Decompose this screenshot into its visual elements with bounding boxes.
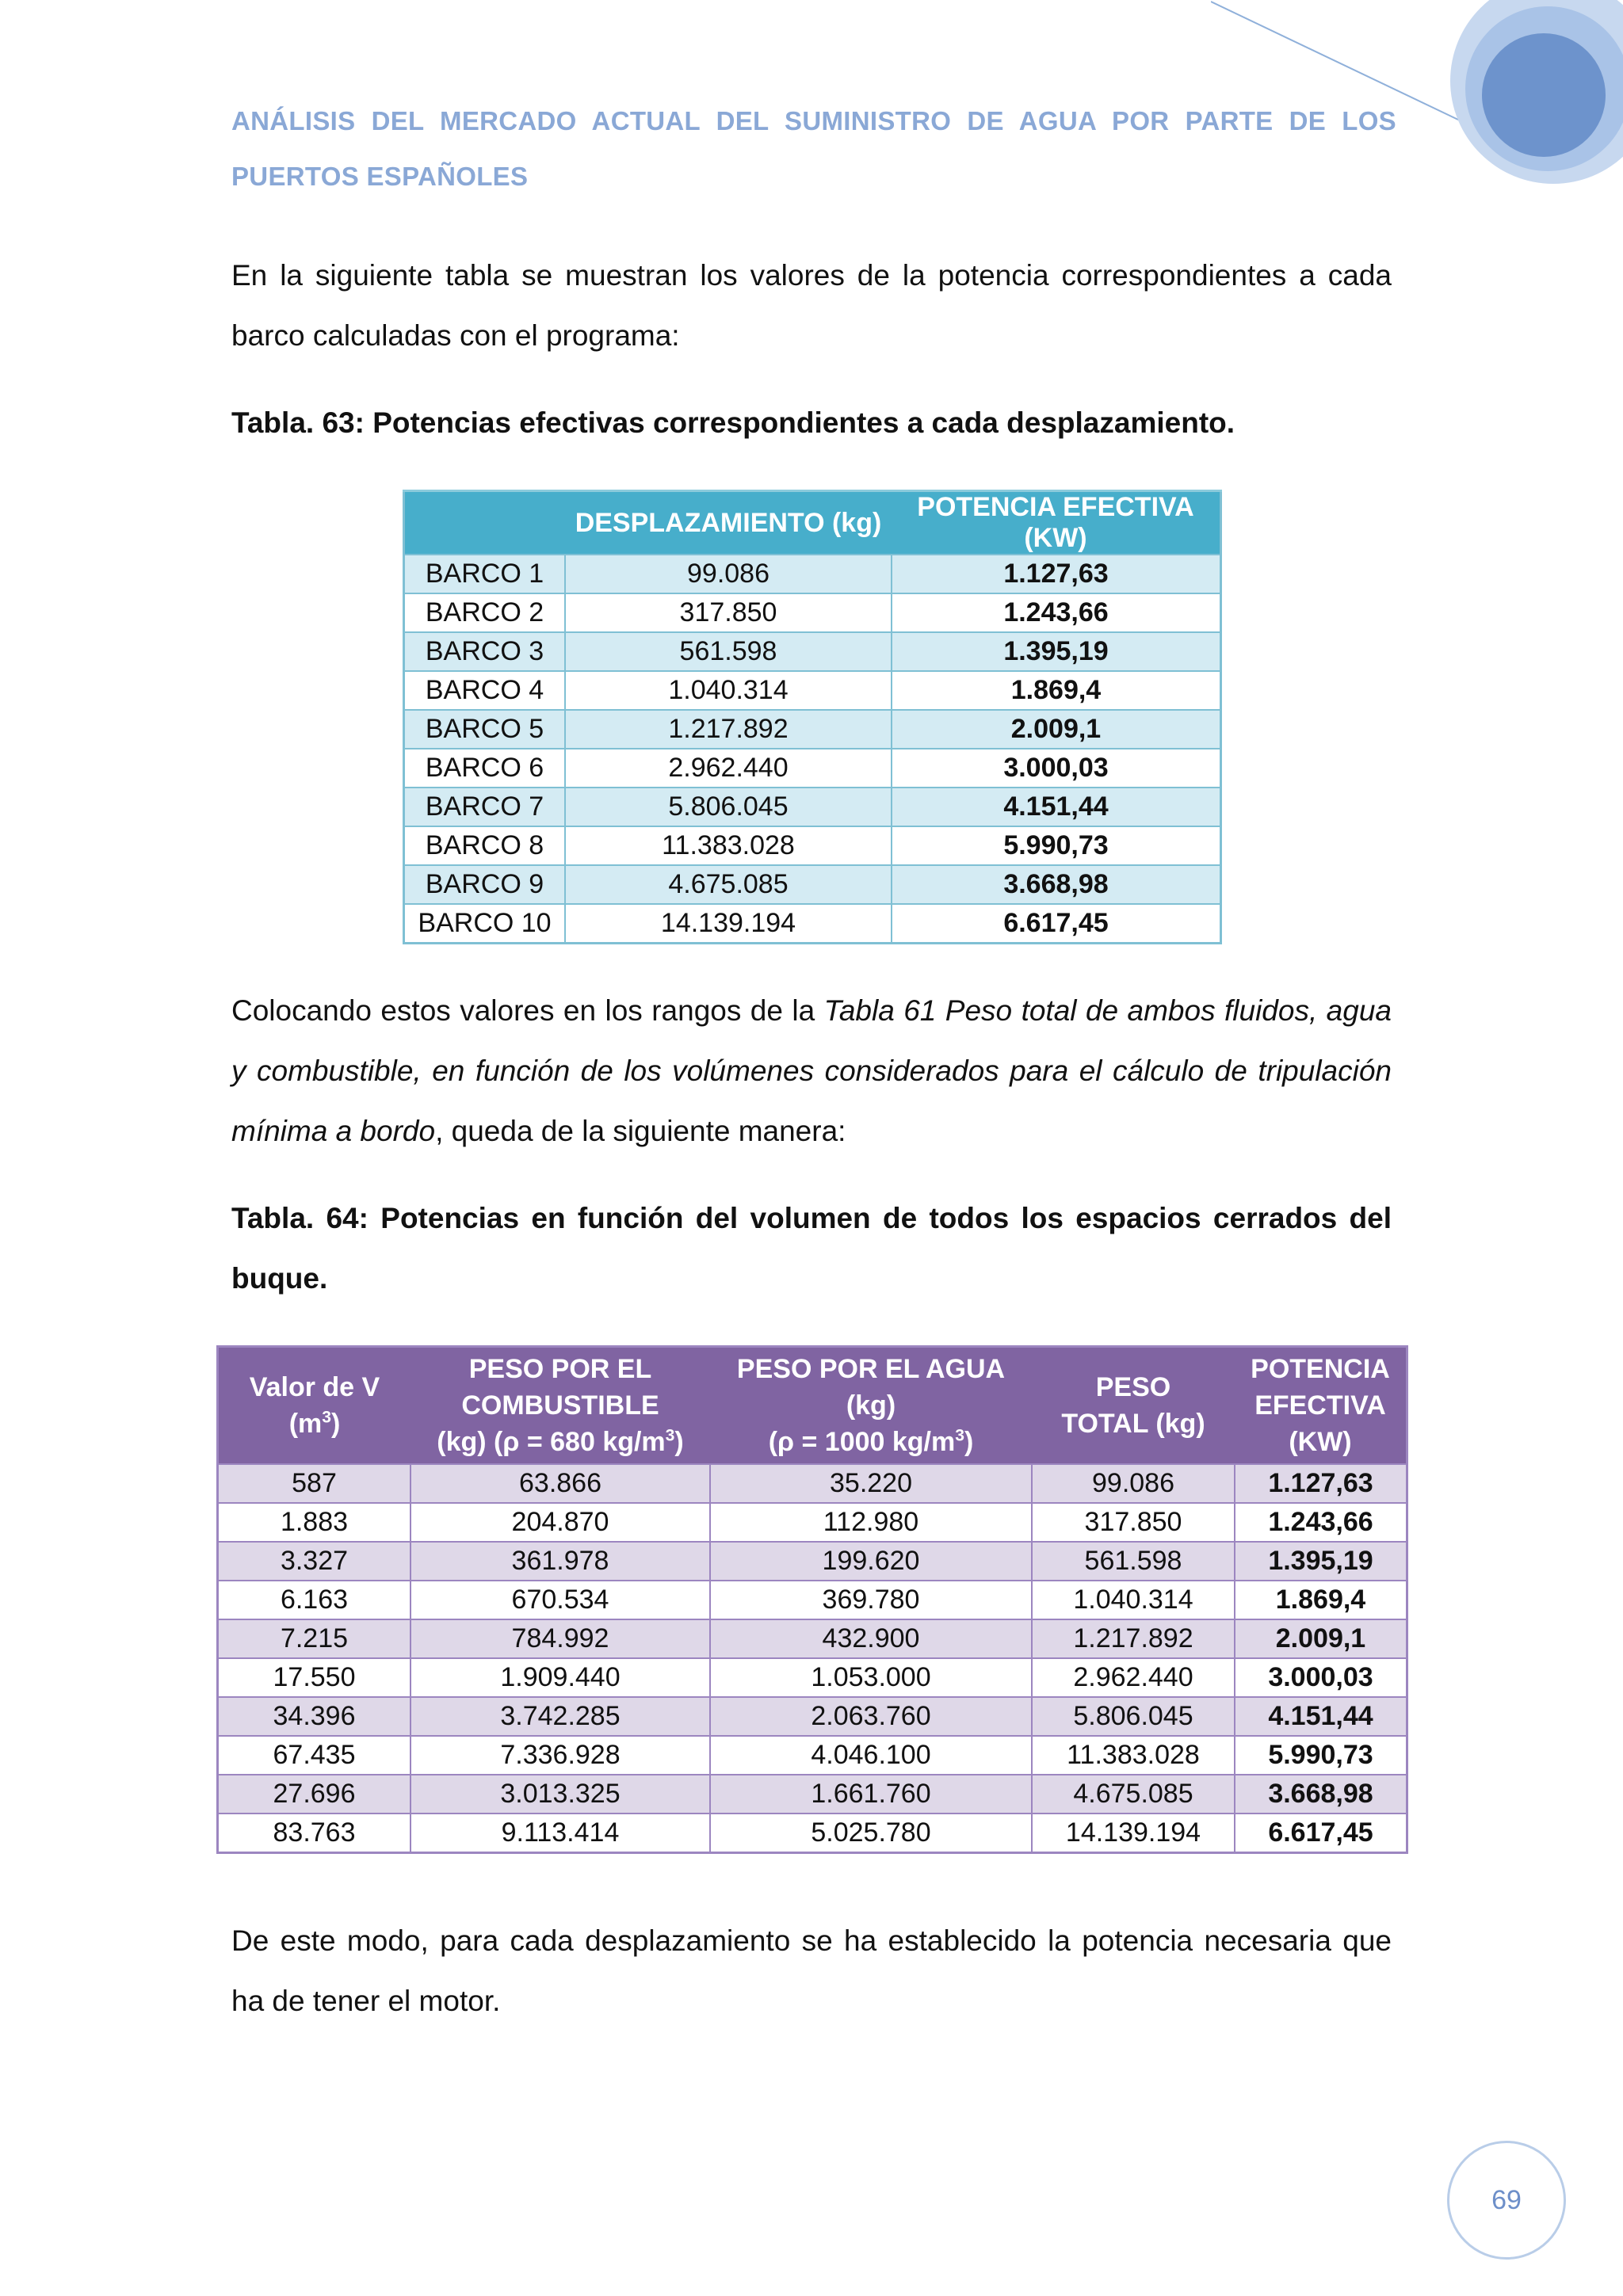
table63-cell-barco: BARCO 2	[404, 593, 566, 632]
table-row	[218, 1503, 1407, 1542]
table-row	[404, 749, 1221, 788]
table-row	[404, 671, 1221, 710]
table64-cell-potencia: 6.617,45	[1235, 1814, 1407, 1853]
table64-cell-total: 99.086	[1032, 1464, 1235, 1503]
table63-cell-desplazamiento: 14.139.194	[565, 904, 892, 944]
table63-header-row	[404, 491, 1221, 555]
table63-cell-barco: BARCO 7	[404, 788, 566, 826]
table64-cell-volumen: 34.396	[218, 1697, 411, 1736]
table63-cell-desplazamiento: 561.598	[565, 632, 892, 671]
table64-cell-agua: 2.063.760	[710, 1697, 1032, 1736]
table64-header-power: POTENCIA EFECTIVA (KW)	[1235, 1347, 1407, 1465]
table63-cell-potencia: 1.395,19	[892, 632, 1221, 671]
table63-cell-desplazamiento: 2.962.440	[565, 749, 892, 788]
table64-cell-combustible: 9.113.414	[411, 1814, 710, 1853]
table-row	[218, 1775, 1407, 1814]
table63-cell-potencia: 3.668,98	[892, 865, 1221, 904]
table63-cell-potencia: 4.151,44	[892, 788, 1221, 826]
table64-cell-total: 11.383.028	[1032, 1736, 1235, 1775]
table64-cell-potencia: 2.009,1	[1235, 1619, 1407, 1658]
table64-cell-combustible: 204.870	[411, 1503, 710, 1542]
table63-header-cell: POTENCIA EFECTIVA (KW)	[892, 491, 1221, 555]
table64-cell-potencia: 1.395,19	[1235, 1542, 1407, 1581]
table63	[403, 490, 1222, 944]
table64-cell-volumen: 1.883	[218, 1503, 411, 1542]
table64-cell-potencia: 1.127,63	[1235, 1464, 1407, 1503]
table64-header-row	[218, 1347, 1407, 1465]
table64-cell-agua: 432.900	[710, 1619, 1032, 1658]
table64-header-total: PESO TOTAL (kg)	[1032, 1347, 1235, 1465]
table64-cell-volumen: 27.696	[218, 1775, 411, 1814]
table63-cell-barco: BARCO 1	[404, 555, 566, 593]
table64-cell-combustible: 7.336.928	[411, 1736, 710, 1775]
table64-cell-volumen: 7.215	[218, 1619, 411, 1658]
table64-cell-volumen: 6.163	[218, 1581, 411, 1619]
middle-text-start: Colocando estos valores en los rangos de la	[231, 994, 824, 1027]
table63-cell-desplazamiento: 11.383.028	[565, 826, 892, 865]
table64-cell-total: 4.675.085	[1032, 1775, 1235, 1814]
intro-paragraph: En la siguiente tabla se muestran los valores de la potencia correspondientes a cada barco calculadas con el programa:	[231, 259, 1392, 352]
table64-cell-volumen: 587	[218, 1464, 411, 1503]
table-row	[404, 865, 1221, 904]
table-row	[218, 1464, 1407, 1503]
table64-cell-combustible: 63.866	[411, 1464, 710, 1503]
table-row	[404, 788, 1221, 826]
table-row	[218, 1581, 1407, 1619]
table63-cell-barco: BARCO 5	[404, 710, 566, 749]
table-row	[218, 1814, 1407, 1853]
table63-cell-potencia: 6.617,45	[892, 904, 1221, 944]
table64-cell-combustible: 3.013.325	[411, 1775, 710, 1814]
table64-cell-potencia: 4.151,44	[1235, 1697, 1407, 1736]
table64	[216, 1345, 1408, 1854]
table64-cell-agua: 199.620	[710, 1542, 1032, 1581]
table64-cell-potencia: 1.869,4	[1235, 1581, 1407, 1619]
table64-cell-agua: 1.661.760	[710, 1775, 1032, 1814]
table64-cell-total: 14.139.194	[1032, 1814, 1235, 1853]
table-row	[404, 710, 1221, 749]
table64-cell-combustible: 361.978	[411, 1542, 710, 1581]
table63-cell-potencia: 1.127,63	[892, 555, 1221, 593]
table63-cell-desplazamiento: 5.806.045	[565, 788, 892, 826]
table63-cell-barco: BARCO 6	[404, 749, 566, 788]
middle-text-end: , queda de la siguiente manera:	[435, 1115, 846, 1147]
table-row	[404, 555, 1221, 593]
table-row	[404, 826, 1221, 865]
table61-reference: Tabla 61 Peso total de ambos fluidos, agua y combustible, en función de los volúmenes considerados para el cálculo de tripulación mínima a bordo	[231, 994, 1392, 1147]
document-header: ANÁLISIS DEL MERCADO ACTUAL DEL SUMINISTRO DE AGUA POR PARTE DE LOS PUERTOS ESPAÑOLES	[231, 106, 1396, 191]
table63-cell-potencia: 1.869,4	[892, 671, 1221, 710]
table64-cell-combustible: 784.992	[411, 1619, 710, 1658]
table-row	[218, 1658, 1407, 1697]
table64-cell-agua: 369.780	[710, 1581, 1032, 1619]
table64-cell-potencia: 3.000,03	[1235, 1658, 1407, 1697]
table-row	[404, 904, 1221, 944]
table63-cell-desplazamiento: 4.675.085	[565, 865, 892, 904]
table64-cell-agua: 35.220	[710, 1464, 1032, 1503]
table63-cell-potencia: 5.990,73	[892, 826, 1221, 865]
table64-cell-combustible: 1.909.440	[411, 1658, 710, 1697]
table64-cell-volumen: 17.550	[218, 1658, 411, 1697]
table64-cell-agua: 112.980	[710, 1503, 1032, 1542]
table63-header-cell: DESPLAZAMIENTO (kg)	[565, 491, 892, 555]
table63-cell-potencia: 3.000,03	[892, 749, 1221, 788]
table64-cell-volumen: 67.435	[218, 1736, 411, 1775]
table64-cell-agua: 5.025.780	[710, 1814, 1032, 1853]
table64-header-water: PESO POR EL AGUA (kg) (ρ = 1000 $kg/m^3$)	[710, 1347, 1032, 1465]
table64-cell-combustible: 670.534	[411, 1581, 710, 1619]
table64-cell-potencia: 5.990,73	[1235, 1736, 1407, 1775]
table64-cell-agua: 1.053.000	[710, 1658, 1032, 1697]
table-row	[218, 1542, 1407, 1581]
table63-cell-desplazamiento: 1.040.314	[565, 671, 892, 710]
table63-cell-barco: BARCO 3	[404, 632, 566, 671]
table63-cell-desplazamiento: 317.850	[565, 593, 892, 632]
table63-caption: Tabla. 63: Potencias efectivas correspondientes a cada desplazamiento.	[231, 406, 1235, 439]
table63-cell-barco: BARCO 9	[404, 865, 566, 904]
closing-paragraph: De este modo, para cada desplazamiento se ha establecido la potencia necesaria que ha de tener el motor.	[231, 1924, 1392, 2017]
table64-cell-volumen: 3.327	[218, 1542, 411, 1581]
table64-cell-total: 1.217.892	[1032, 1619, 1235, 1658]
table64-cell-combustible: 3.742.285	[411, 1697, 710, 1736]
table-row	[404, 593, 1221, 632]
page-number: 69	[1447, 2141, 1566, 2260]
table64-cell-total: 1.040.314	[1032, 1581, 1235, 1619]
table64-cell-total: 317.850	[1032, 1503, 1235, 1542]
table63-header-cell	[404, 491, 566, 555]
table63-cell-desplazamiento: 1.217.892	[565, 710, 892, 749]
table64-cell-total: 5.806.045	[1032, 1697, 1235, 1736]
table-row	[404, 632, 1221, 671]
table63-cell-potencia: 2.009,1	[892, 710, 1221, 749]
table63-cell-barco: BARCO 8	[404, 826, 566, 865]
table63-cell-barco: BARCO 10	[404, 904, 566, 944]
table63-cell-potencia: 1.243,66	[892, 593, 1221, 632]
table64-cell-total: 2.962.440	[1032, 1658, 1235, 1697]
table64-cell-volumen: 83.763	[218, 1814, 411, 1853]
table64-header-volume: Valor de V $(m^3)$	[218, 1347, 411, 1465]
table63-cell-barco: BARCO 4	[404, 671, 566, 710]
middle-paragraph	[231, 981, 1392, 1161]
table64-cell-potencia: 1.243,66	[1235, 1503, 1407, 1542]
table64-header-fuel: PESO POR EL COMBUSTIBLE (kg) (ρ = 680 $kg/m^3$)	[411, 1347, 710, 1465]
table64-cell-total: 561.598	[1032, 1542, 1235, 1581]
table63-cell-desplazamiento: 99.086	[565, 555, 892, 593]
table-row	[218, 1619, 1407, 1658]
table64-caption: Tabla. 64: Potencias en función del volumen de todos los espacios cerrados del buque.	[231, 1202, 1392, 1295]
table-row	[218, 1736, 1407, 1775]
table64-cell-potencia: 3.668,98	[1235, 1775, 1407, 1814]
table-row	[218, 1697, 1407, 1736]
table64-cell-agua: 4.046.100	[710, 1736, 1032, 1775]
